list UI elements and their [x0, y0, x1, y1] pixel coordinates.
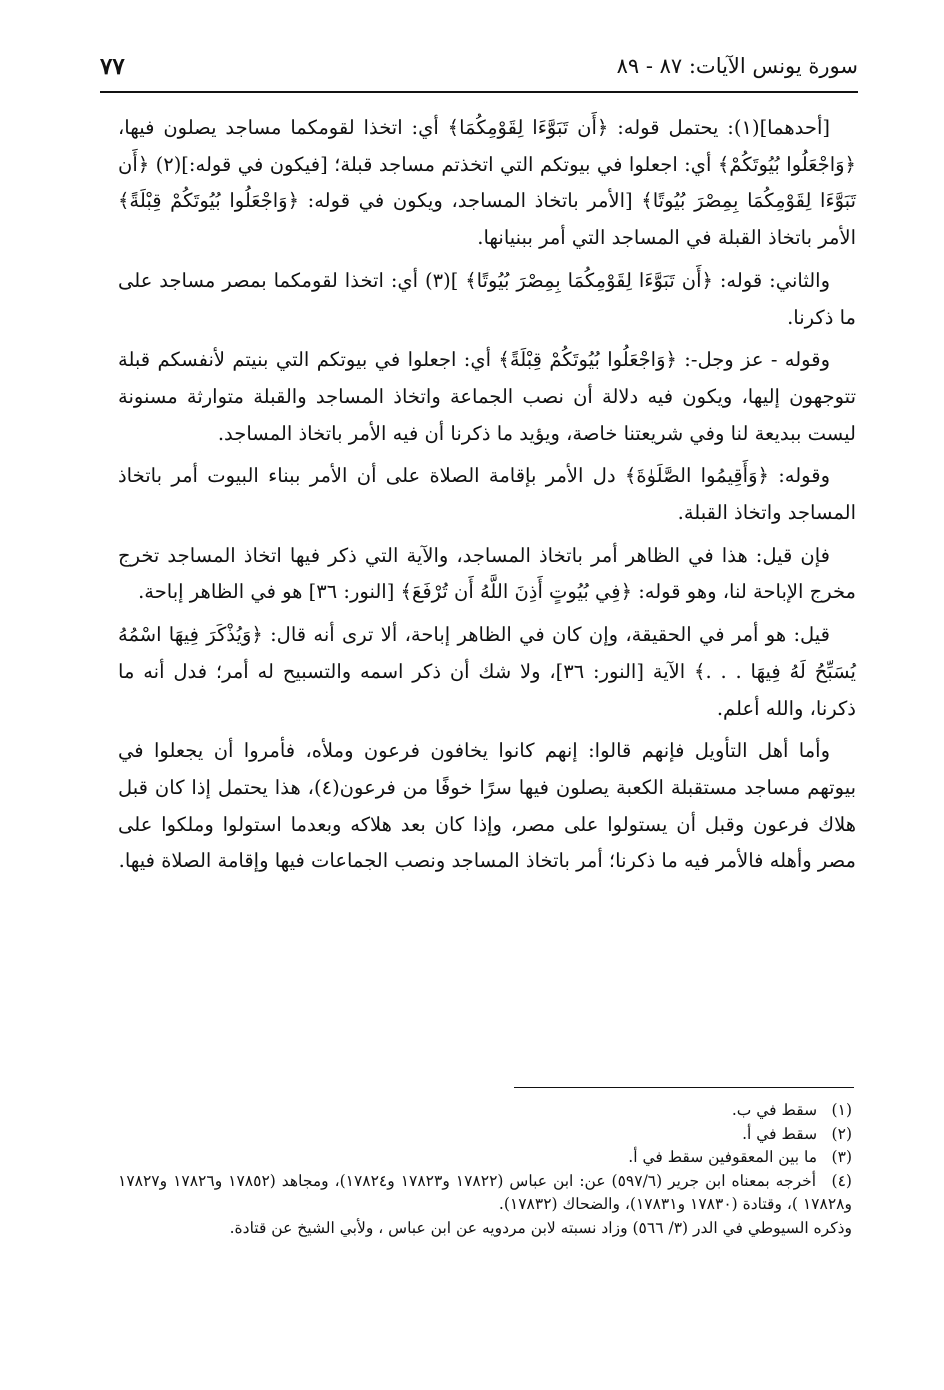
footnote: [118, 1123, 852, 1147]
page-number: ٧٧: [100, 52, 125, 80]
footnote: [118, 1099, 852, 1123]
footnote-text: سقط في ب.: [731, 1101, 818, 1119]
header-rule: [100, 91, 858, 93]
paragraph: وأما أهل التأويل فإنهم قالوا: إنهم كانوا يخافون فرعون وملأه، فأمروا أن يجعلوا في بيوتهم مساجد مستقبلة الكعبة يصلون فيها سرًا خوفًا من فرعون(٤)، هذا يحتمل إذا كان قبل هلاك فرعون وقبل أن يستولوا على مصر، وإذا كان بعد هلاكه وبعدما استولوا وملكوا على مصر وأهله فالأمر فيه ما ذكرنا؛ أمر باتخاذ المساجد ونصب الجماعات فيها وإقامة الصلاة فيها.: [118, 739, 856, 873]
paragraph: والثاني: قوله: ﴿أَن تَبَوَّءَا لِقَوْمِكُمَا بِمِصْرَ بُيُوتًا﴾ ](٣) أي: اتخذا لقومكما بمصر مساجد على ما ذكرنا.: [118, 268, 856, 329]
footnotes: [118, 1099, 852, 1240]
footnote-number: (٤): [831, 1171, 852, 1190]
footnote-text: وذكره السيوطي في الدر (٣/ ٥٦٦) وزاد نسبته لابن مردويه عن ابن عباس ، ولأبي الشيخ عن قتادة.: [229, 1218, 852, 1237]
paragraph: وقوله - عز وجل-: ﴿وَاجْعَلُوا بُيُوتَكُمْ قِبْلَةً﴾ أي: اجعلوا في بيوتكم التي بنيتم لأنفسكم قبلة تتوجهون إليها، ويكون فيه دلالة أن نصب الجماعة واتخاذ المساجد والقبلة متوارثة مسنونة ليست ببديعة لنا وفي شريعتنا خاصة، ويؤيد ما ذكرنا أن فيه الأمر باتخاذ المساجد.: [118, 348, 856, 445]
main-text: [118, 110, 856, 886]
paragraph: فإن قيل: هذا في الظاهر أمر باتخاذ المساجد، والآية التي ذكر فيها اتخاذ المساجد تخرج مخرج الإباحة لنا، وهو قوله: ﴿فِي بُيُوتٍ أَذِنَ اللَّهُ أَن تُرْفَعَ﴾ [النور: ٣٦] هو في الظاهر إباحة.: [118, 543, 856, 604]
page-header: [100, 46, 858, 86]
paragraph: قيل: هو أمر في الحقيقة، وإن كان في الظاهر إباحة، ألا ترى أنه قال: ﴿وَيُذْكَرَ فِيهَا اسْمُهُ يُسَبِّحُ لَهُ فِيهَا . . .﴾ الآية [النور: ٣٦]، ولا شك أن ذكر اسمه والتسبيح له أمر؛ فدل أنه ما ذكرنا، والله أعلم.: [118, 623, 856, 720]
footnote: [118, 1170, 852, 1217]
footnote-number: (٣): [831, 1148, 852, 1166]
footnote-number: (٢): [831, 1124, 852, 1143]
footnote-separator: [514, 1087, 854, 1088]
paragraph: وقوله: ﴿وَأَقِيمُوا الصَّلَوٰةَ﴾ دل الأمر بإقامة الصلاة على أن الأمر ببناء البيوت أمر باتخاذ المساجد واتخاذ القبلة.: [118, 464, 856, 525]
running-title: سورة يونس الآيات: ٨٧ - ٨٩: [616, 54, 858, 78]
footnote-text: سقط في أ.: [742, 1124, 818, 1143]
footnote-number: (١): [831, 1101, 852, 1119]
paragraph: [أحدهما](١): يحتمل قوله: ﴿أَن تَبَوَّءَا لِقَوْمِكُمَا﴾ أي: اتخذا لقومكما مساجد يصلون فيها، ﴿وَاجْعَلُوا بُيُوتَكُمْ﴾ أي: اجعلوا في بيوتكم التي اتخذتم مساجد قبلة؛ [فيكون في قوله:](٢) ﴿أَن تَبَوَّءَا لِقَوْمِكُمَا بِمِصْرَ بُيُوتًا﴾ [الأمر باتخاذ المساجد، ويكون في قوله: ﴿وَاجْعَلُوا بُيُوتَكُمْ قِبْلَةً﴾ الأمر باتخاذ القبلة في المساجد التي أمر ببنيانها.: [118, 116, 856, 250]
footnote-text: أخرجه بمعناه ابن جرير (٥٩٧/٦) عن: ابن عباس (١٧٨٢٢ و١٧٨٢٣ و١٧٨٢٤)، ومجاهد (١٧٨٥٢ و١٧٨٢٦ و١٧٨٢٧ و١٧٨٢٨ )، وقتادة (١٧٨٣٠ و١٧٨٣١)، والضحاك (١٧٨٣٢).: [118, 1171, 852, 1213]
footnote: [118, 1146, 852, 1170]
footnote-text: ما بين المعقوفين سقط في أ.: [628, 1148, 818, 1166]
footnote-continuation: [118, 1217, 852, 1241]
